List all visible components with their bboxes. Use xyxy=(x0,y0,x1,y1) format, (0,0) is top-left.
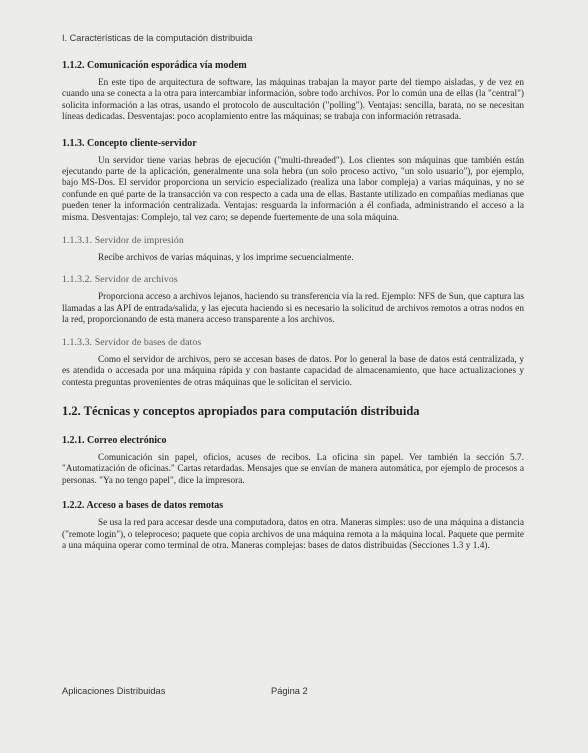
paragraph-1-1-2: En este tipo de arquitectura de software, las máquinas trabajan la mayor parte del tiempo aisladas, y de vez en cuando una se conecta a la otra para intercambiar información, sobre todo archivos. Por lo común una de ellas (la "central") solicita información a las otras, usando el protocolo de auscultación ("polling"). Ventajas: sencilla, barata, no se necesitan líneas dedicadas. Desventajas: poco acoplamiento entre las máquinas; se trabaja con información retrasada. xyxy=(62,78,524,123)
paragraph-1-1-3: Un servidor tiene varias hebras de ejecución ("multi-threaded"). Los clientes son máquinas que también están ejecutando parte de la aplicación, generalmente una sola hebra (un solo proceso activo, "un solo usuario"), por ejemplo, bajo MS-Dos. El servidor proporciona un servicio especializado (realiza una labor compleja) a varias máquinas, y no se confunde en qué parte de la transacción va con respecto a cada una de ellas. Bastante utilizado en compañías medianas que pueden tener la información centralizada. Ventajas: resguarda la información a él confiada, administrando el acceso a la misma. Desventajas: Complejo, tal vez caro; se depende fuertemente de una sola máquina. xyxy=(62,155,524,223)
paragraph-1-1-3-2: Proporciona acceso a archivos lejanos, haciendo su transferencia vía la red. Ejemplo: NFS de Sun, que captura las llamadas a las API de entrada/salida, y las ejecuta haciendo si es necesario la solicitud de archivos remotos a otras nodos en la red, proporcionando de esta manera acceso transparente a los archivos. xyxy=(62,292,524,326)
heading-1-2: 1.2. Técnicas y conceptos apropiados para computación distribuida xyxy=(62,403,420,418)
paragraph-1-1-3-1: Recibe archivos de varias máquinas, y los imprime secuencialmente. xyxy=(98,253,354,264)
heading-1-1-3: 1.1.3. Concepto cliente-servidor xyxy=(62,137,197,149)
footer-title: Aplicaciones Distribuidas xyxy=(62,686,166,696)
heading-1-1-3-2: 1.1.3.2. Servidor de archivos xyxy=(62,274,178,286)
heading-1-1-2: 1.1.2. Comunicación esporádica vía modem xyxy=(62,60,247,71)
running-header: I. Características de la computación distribuida xyxy=(62,33,253,43)
page-number: Página 2 xyxy=(271,686,308,696)
heading-1-2-1: 1.2.1. Correo electrónico xyxy=(62,434,167,446)
main-content xyxy=(62,60,524,552)
heading-1-2-2: 1.2.2. Acceso a bases de datos remotas xyxy=(62,500,224,512)
paragraph-1-1-3-3: Como el servidor de archivos, pero se accesan bases de datos. Por lo general la base de datos está centralizada, y es atendida o accesada por una máquina rápida y con bastante capacidad de almacenamiento, que hace actualizaciones y contesta preguntas provenientes de otras máquinas que le solicitan el servicio. xyxy=(62,354,524,388)
paragraph-1-2-2: Se usa la red para accesar desde una computadora, datos en otra. Maneras simples: uso de una máquina a distancia ("remote login"), o teleproceso; paquete que copia archivos de una máquina remota a la máquina local. Paquete que permite a una máquina operar como terminal de otra. Maneras complejas: bases de datos distribuidas (Secciones 1.3 y 1.4). xyxy=(62,518,524,551)
paragraph-1-2-1: Comunicación sin papel, oficios, acuses de recibos. La oficina sin papel. Ver también la sección 5.7. "Automatización de oficinas." Cartas retardadas. Mensajes que se envían de manera automática, por ejemplo de procesos a personas. "Ya no tengo papel", dice la impresora. xyxy=(62,452,524,486)
heading-1-1-3-3: 1.1.3.3. Servidor de bases de datos xyxy=(62,336,202,348)
heading-1-1-3-1: 1.1.3.1. Servidor de impresión xyxy=(62,235,184,247)
